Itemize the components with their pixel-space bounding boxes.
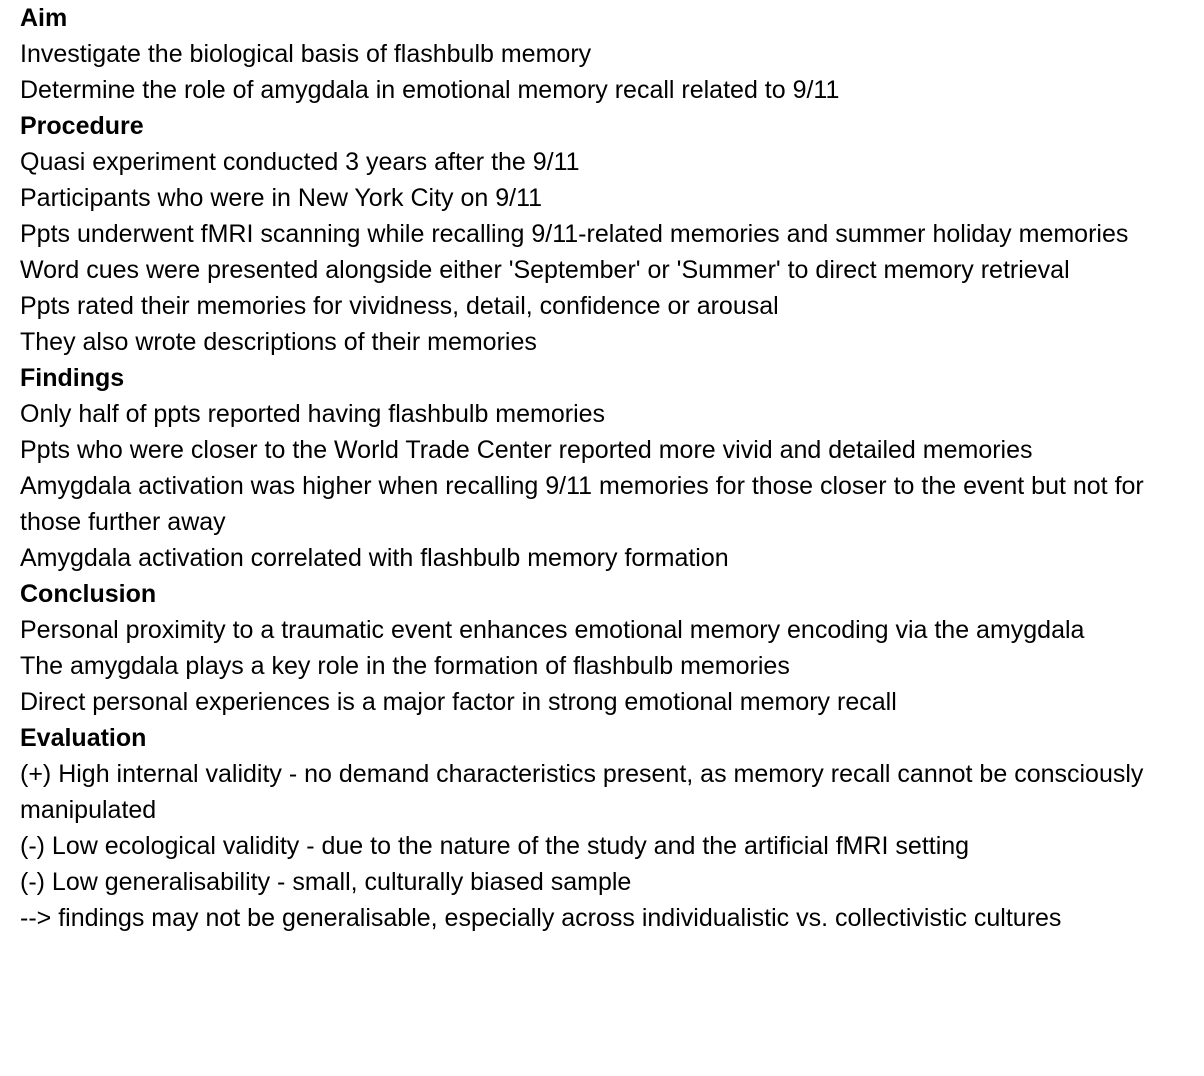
section-heading-procedure: Procedure (20, 112, 144, 140)
section-heading-findings: Findings (20, 364, 125, 392)
section-heading-aim: Aim (20, 4, 68, 32)
section-findings (20, 360, 1184, 576)
evaluation-line: --> findings may not be generalisable, especially across individualistic vs. collectivistic cultures (20, 904, 1062, 932)
aim-line: Investigate the biological basis of flashbulb memory (20, 40, 592, 68)
findings-line: Amygdala activation was higher when recalling 9/11 memories for those closer to the event but not for those further away (20, 472, 1144, 536)
notes-document (20, 0, 1184, 936)
conclusion-line: The amygdala plays a key role in the formation of flashbulb memories (20, 652, 790, 680)
procedure-line: Participants who were in New York City on 9/11 (20, 184, 543, 212)
procedure-line: Ppts underwent fMRI scanning while recalling 9/11-related memories and summer holiday memories (20, 220, 1129, 248)
section-heading-conclusion: Conclusion (20, 580, 157, 608)
evaluation-line: (-) Low generalisability - small, culturally biased sample (20, 868, 632, 896)
section-aim (20, 0, 1184, 108)
evaluation-line: (+) High internal validity - no demand characteristics present, as memory recall cannot be consciously manipulated (20, 760, 1144, 824)
conclusion-line: Direct personal experiences is a major factor in strong emotional memory recall (20, 688, 897, 716)
section-procedure (20, 108, 1184, 360)
section-heading-evaluation: Evaluation (20, 724, 147, 752)
procedure-line: Ppts rated their memories for vividness, detail, confidence or arousal (20, 292, 779, 320)
aim-line: Determine the role of amygdala in emotional memory recall related to 9/11 (20, 76, 840, 104)
conclusion-line: Personal proximity to a traumatic event enhances emotional memory encoding via the amygdala (20, 616, 1085, 644)
procedure-line: Quasi experiment conducted 3 years after the 9/11 (20, 148, 580, 176)
evaluation-line: (-) Low ecological validity - due to the nature of the study and the artificial fMRI setting (20, 832, 970, 860)
procedure-line: They also wrote descriptions of their memories (20, 328, 537, 356)
section-evaluation (20, 720, 1184, 936)
findings-line: Only half of ppts reported having flashbulb memories (20, 400, 606, 428)
section-conclusion (20, 576, 1184, 720)
findings-line: Ppts who were closer to the World Trade Center reported more vivid and detailed memories (20, 436, 1033, 464)
procedure-line: Word cues were presented alongside either 'September' or 'Summer' to direct memory retrieval (20, 256, 1070, 284)
findings-line: Amygdala activation correlated with flashbulb memory formation (20, 544, 729, 572)
